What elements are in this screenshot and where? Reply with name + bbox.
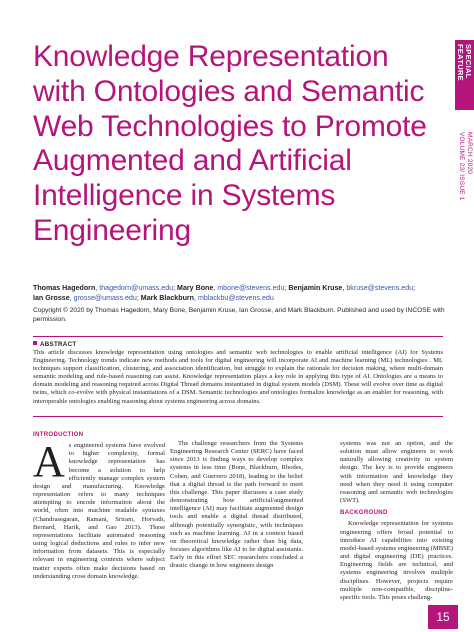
author-email[interactable]: grosse@umass.edu xyxy=(73,294,137,303)
issue-info xyxy=(457,132,473,201)
square-bullet-icon xyxy=(33,341,37,345)
special-label: SPECIAL xyxy=(464,44,473,79)
author-email[interactable]: mbone@stevens.edu xyxy=(217,284,285,292)
feature-label: FEATURE xyxy=(456,44,465,81)
author-name: Mark Blackburn xyxy=(140,294,195,303)
column-2 xyxy=(170,440,303,571)
column-3 xyxy=(340,440,453,602)
abstract-text: This article discusses knowledge representation using ontologies and semantic web technologies to enable artificial intelligence (AI) for Systems Engineering. Technology trends indicate new methods and tools for digital engineering will incorporate AI and machine learning (ML) technologies . ML techniques support classification, clustering, and association identification, but struggle to explain the rationale for decision making, where multi-domain semantic modeling and rule-based reasoning can assist. Knowledge representation plays a key role in applying this type of AI. Ontologies are a means to domain modeling and reasoning required across Digital Thread domains instantiated in digital system models (DSM). These will evolve over time as digital twins, which co-evolve with physical instantiations of a DSM. Semantic technologies and ontologies formalize knowledge as an enabler for reasoning, with interoperable ontologies enabling reasoning about systems engineering across domains. xyxy=(33,349,443,405)
column-1 xyxy=(33,431,165,581)
copyright-notice: Copyright © 2020 by Thomas Hagedorn, Mary Bone, Benjamin Kruse, Ian Grosse, and Mark Blackburn. Published and used by INCOSE with permission. xyxy=(33,307,445,324)
introduction-text-end: systems was not an option, and the solution must allow engineers to work naturally allowing creativity in system design. The key is to provide engineers with information and knowledge they need when they need it using computer reasoning and semantic web technologies (SWT). xyxy=(340,440,453,505)
author-name: Mary Bone xyxy=(177,284,214,292)
author-name: Benjamin Kruse xyxy=(288,284,343,292)
abstract-box xyxy=(33,336,443,417)
introduction-heading: INTRODUCTION xyxy=(33,431,84,438)
introduction-text: s engineered systems have evolved to higher complexity, formal knowledge representation has become a solution to help efficiently manage complex system design and manufacturing. Knowledge representation refers to many techniques attempting to encode information about the world, often into machine readable syntaxes (Chandrasegaran, Ramani, Sriram, Horvath, Bernard, Harik, and Gao 2013). These representations facilitate automated reasoning using logical deductions and rules to infer new information from datasets. This is especially relevant in engineering contexts where subject matter experts often make decisions based on understanding cross domain knowledge. xyxy=(33,442,165,580)
abstract-heading-label: ABSTRACT xyxy=(40,341,77,348)
background-text: Knowledge representation for systems engineering offers broad potential to introduce AI capabilities into existing model-based systems engineering (MBSE) and digital engineering (DE) practices. Engineering fields are technical, and systems engineering involves multiple disciplines. However, projects require multiple non-compatible, discipline-specific tools. This poses challeng- xyxy=(340,520,453,601)
author-name: Ian Grosse xyxy=(33,294,70,303)
author-email[interactable]: mblackbu@stevens.edu xyxy=(197,294,274,303)
author-email[interactable]: bkruse@stevens.edu xyxy=(346,284,414,292)
background-heading: BACKGROUND xyxy=(340,509,388,517)
drop-cap: A xyxy=(33,437,65,487)
author-list: Thomas Hagedorn, thagedorn@umass.edu; Mary Bone, mbone@stevens.edu; Benjamin Kruse, bkruse@stevens.edu; Ian Grosse, grosse@umass.edu; Mark Blackburn, mblackbu@stevens.edu xyxy=(33,284,416,303)
page-number: 15 xyxy=(428,605,458,629)
author-name: Thomas Hagedorn xyxy=(33,284,96,292)
issue-volume: VOLUME 23/ ISSUE 1 xyxy=(458,132,465,201)
abstract-heading xyxy=(33,341,443,348)
issue-date: MARCH 2020 xyxy=(466,132,473,175)
special-feature-label xyxy=(456,44,472,81)
article-title: Knowledge Representation with Ontologies and Semantic Web Technologies to Promote Augmented and Artificial Intelligence in Systems Engineering xyxy=(33,40,427,247)
author-email[interactable]: thagedorn@umass.edu xyxy=(99,284,174,292)
introduction-text-continued: The challenge researchers from the Systems Engineering Research Center (SERC) have faced since 2013 is finding ways to develop complex systems in less time (Bone, Blackburn, Rhodes, Cohen, and Guerrero 2018), leading to the belief that a digital thread is the path forward to meet this challenge. This paper discusses a case study demonstrating how artificial/augmented intelligence (AI) may facilitate augmented design tools and enable a digital thread distributed, although potentially synergistic, with techniques such as machine learning. AI in a context based on theoretical knowledge rather than big data, focuses algorithms like AI to be digital assistants. Early in this effort SEC researchers concluded a drastic change in how engineers design xyxy=(170,440,303,570)
